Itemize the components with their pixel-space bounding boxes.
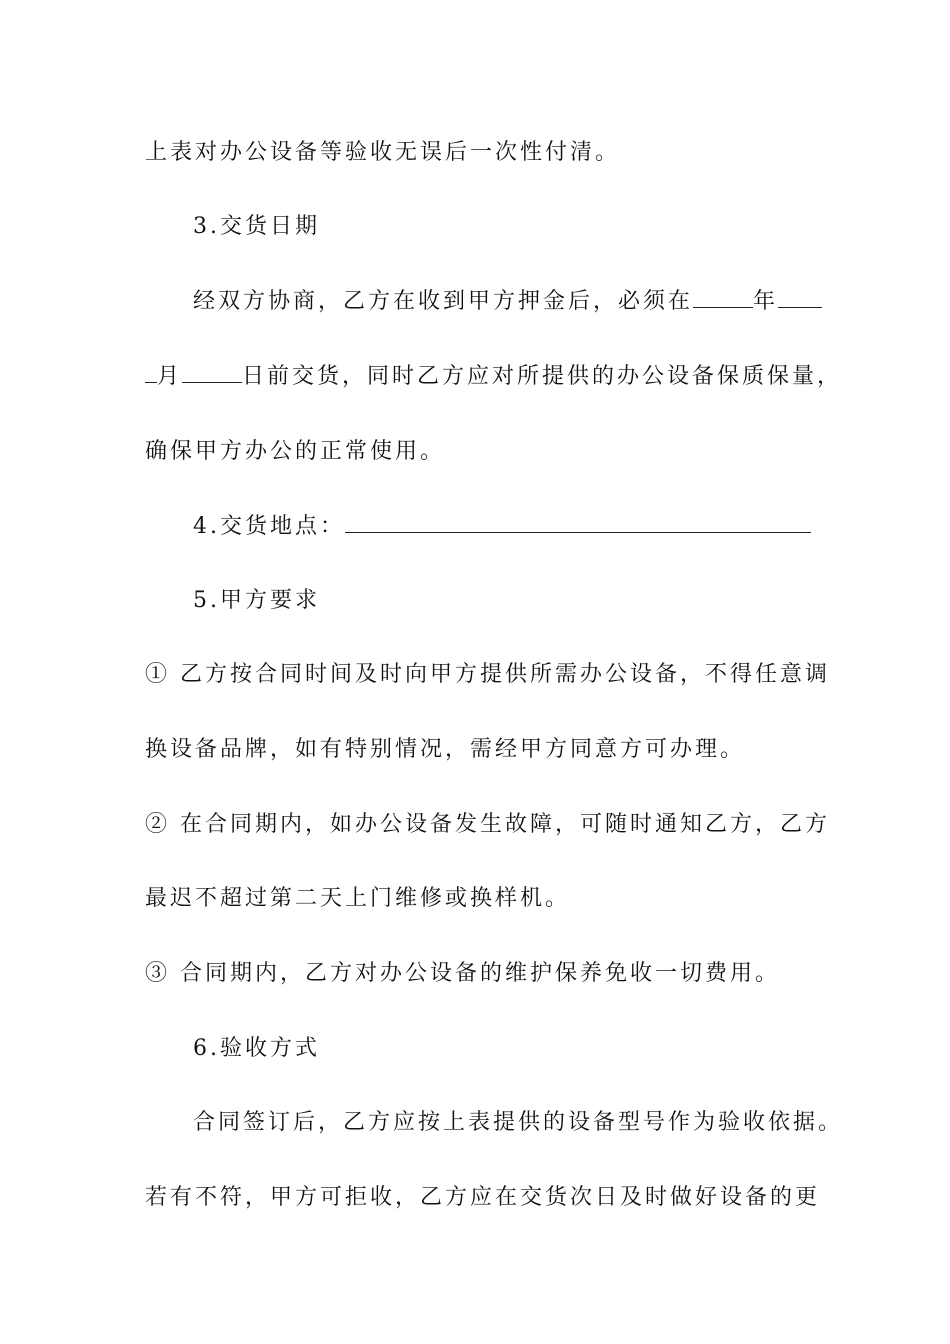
requirement-2-line1: ② 在合同期内，如办公设备发生故障，可随时通知乙方，乙方 [145, 812, 830, 837]
paragraph-payment-terms: 上表对办公设备等验收无误后一次性付清。 [145, 140, 621, 165]
year-label: 年 [753, 289, 779, 314]
paragraph-delivery-date-line3: 确保甲方办公的正常使用。 [145, 439, 446, 464]
blank-month-part1 [778, 289, 822, 308]
blank-year [693, 289, 753, 308]
paragraph-acceptance-line1: 合同签订后，乙方应按上表提供的设备型号作为验收依据。 [193, 1110, 844, 1135]
requirement-1-line2: 换设备品牌，如有特别情况，需经甲方同意方可办理。 [145, 737, 746, 762]
paragraph-delivery-date-line1 [193, 287, 822, 317]
blank-day [182, 364, 242, 383]
requirement-2-line2: 最迟不超过第二天上门维修或换样机。 [145, 886, 571, 911]
delivery-date-text-b: 日前交货，同时乙方应对所提供的办公设备保质保量， [242, 364, 843, 389]
heading-acceptance-method: 6.验收方式 [193, 1036, 320, 1061]
month-label: 月 [157, 364, 183, 389]
blank-month-part2 [145, 364, 157, 383]
requirement-1-line1: ① 乙方按合同时间及时向甲方提供所需办公设备，不得任意调 [145, 662, 830, 687]
heading-delivery-location [193, 512, 811, 542]
heading-delivery-date: 3.交货日期 [193, 214, 320, 239]
paragraph-acceptance-line2: 若有不符，甲方可拒收，乙方应在交货次日及时做好设备的更 [145, 1185, 821, 1210]
delivery-date-text-a: 经双方协商，乙方在收到甲方押金后，必须在 [193, 289, 694, 314]
requirement-3: ③ 合同期内，乙方对办公设备的维护保养免收一切费用。 [145, 961, 780, 986]
delivery-location-label: 4.交货地点： [193, 514, 345, 539]
paragraph-delivery-date-line2 [145, 362, 842, 392]
blank-delivery-location [345, 514, 811, 533]
heading-party-a-requirements: 5.甲方要求 [193, 588, 320, 613]
